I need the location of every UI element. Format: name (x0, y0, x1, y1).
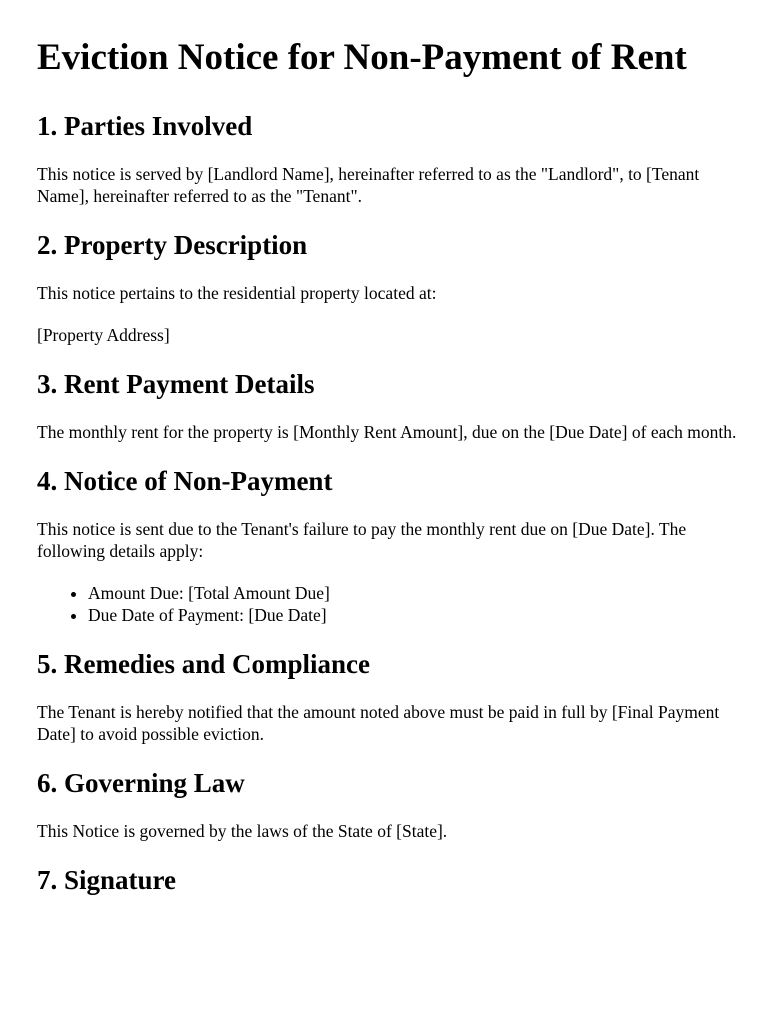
parties-paragraph: This notice is served by [Landlord Name], hereinafter referred to as the "Landlord", to [Tenant Name], hereinafter referred to as the "Tenant". (37, 164, 700, 206)
section-heading-remedies: 5. Remedies and Compliance (37, 649, 370, 679)
section-heading-non-payment: 4. Notice of Non-Payment (37, 466, 333, 496)
section-heading-property: 2. Property Description (37, 230, 308, 260)
section-heading-parties: 1. Parties Involved (37, 111, 253, 141)
governing-law-paragraph: This Notice is governed by the laws of the State of [State]. (37, 821, 448, 841)
section-heading-signature: 7. Signature (37, 865, 177, 895)
section-heading-governing-law: 6. Governing Law (37, 768, 245, 798)
property-paragraph: This notice pertains to the residential property located at: (37, 283, 437, 303)
non-payment-details-list (37, 582, 737, 626)
list-item: • Amount Due: [Total Amount Due] (88, 582, 737, 604)
non-payment-paragraph: This notice is sent due to the Tenant's failure to pay the monthly rent due on [Due Date]. The following details apply: (37, 519, 687, 561)
property-address-paragraph: [Property Address] (37, 325, 170, 345)
remedies-paragraph: The Tenant is hereby notified that the amount noted above must be paid in full by [Final Payment Date] to avoid possible eviction. (37, 702, 720, 744)
rent-payment-paragraph: The monthly rent for the property is [Monthly Rent Amount], due on the [Due Date] of each month. (37, 422, 737, 442)
document-page (37, 36, 737, 917)
list-item: • Due Date of Payment: [Due Date] (88, 604, 737, 626)
section-heading-rent-payment: 3. Rent Payment Details (37, 369, 315, 399)
document-title: Eviction Notice for Non-Payment of Rent (37, 37, 687, 78)
